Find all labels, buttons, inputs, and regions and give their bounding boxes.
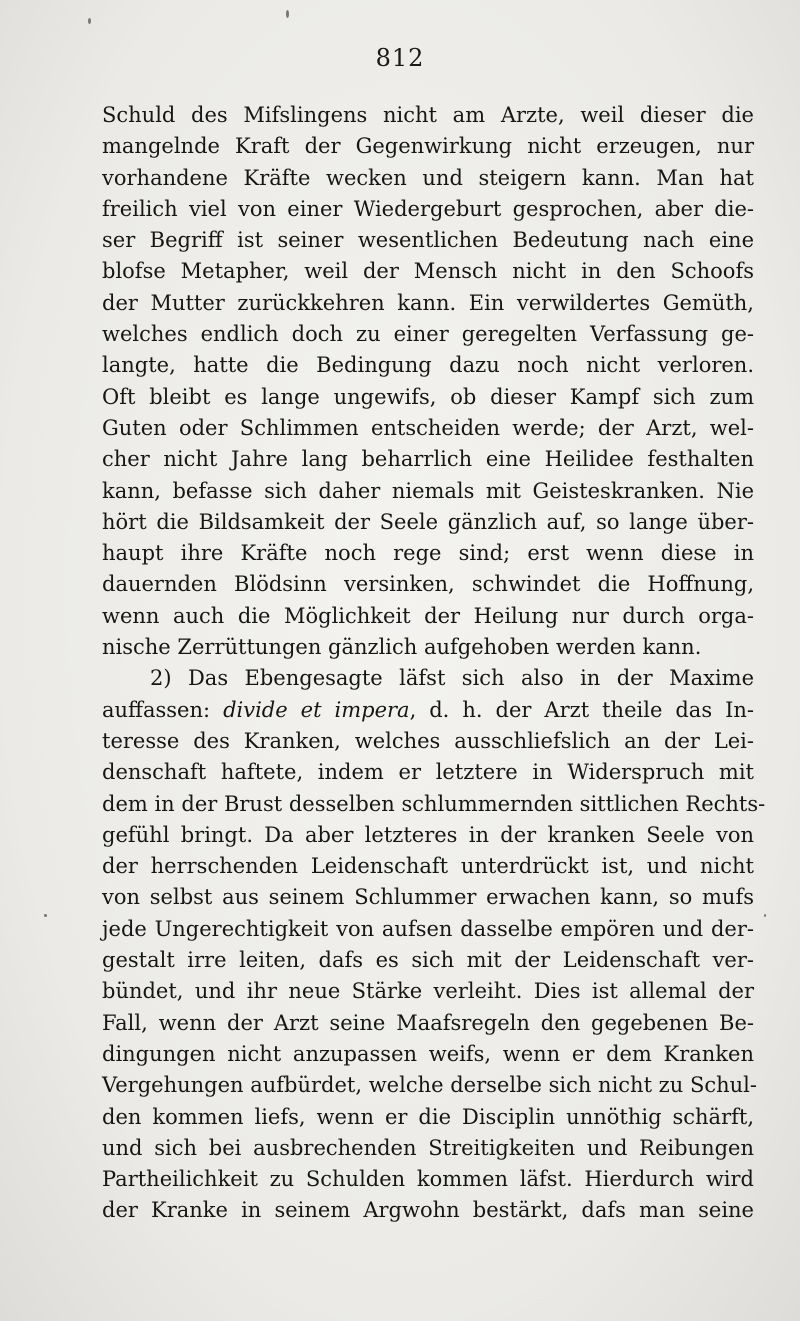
text-line: kann, befasse sich daher niemals mit Geisteskranken. Nie <box>102 478 754 503</box>
text-line: ser Begriff ist seiner wesentlichen Bedeutung nach eine <box>102 228 754 253</box>
text-line: gefühl bringt. Da aber letzteres in der kranken Seele von <box>102 822 754 847</box>
paragraph-end-line: nische Zerrüttungen gänzlich aufgehoben werden kann. <box>102 635 702 660</box>
paper-speck <box>44 914 47 917</box>
text-line: blofse Metapher, weil der Mensch nicht in den Schoofs <box>102 259 754 284</box>
text-line: denschaft haftete, indem er letztere in Widerspruch mit <box>102 760 754 785</box>
text-line: cher nicht Jahre lang beharrlich eine Heilidee festhalten <box>102 447 754 472</box>
text-line: langte, hatte die Bedingung dazu noch nicht verloren. <box>102 353 754 378</box>
text-line: von selbst aus seinem Schlummer erwachen kann, so mufs <box>102 885 754 910</box>
text-line: Vergehungen aufbürdet, welche derselbe sich nicht zu Schul- <box>102 1073 757 1098</box>
line-text-after-italic: , d. h. der Arzt theile das In- <box>409 697 754 722</box>
text-line: dem in der Brust desselben schlummernden sittlichen Rechts- <box>102 791 766 816</box>
paper-speck <box>88 18 91 24</box>
text-line: der Mutter zurückkehren kann. Ein verwildertes Gemüth, <box>102 290 754 315</box>
text-line: freilich viel von einer Wiedergeburt gesprochen, aber die- <box>102 196 754 221</box>
text-line: haupt ihre Kräfte noch rege sind; erst wenn diese in <box>102 541 754 566</box>
page-number: 812 <box>375 44 425 72</box>
section-2-first-line: 2) Das Ebengesagte läfst sich also in der Maxime <box>150 666 754 691</box>
text-line: wenn auch die Möglichkeit der Heilung nur durch orga- <box>102 603 754 628</box>
text-line: und sich bei ausbrechenden Streitigkeiten und Reibungen <box>102 1135 754 1160</box>
text-line: der Kranke in seinem Argwohn bestärkt, dafs man seine <box>102 1198 754 1223</box>
text-line: den kommen liefs, wenn er die Disciplin unnöthig schärft, <box>102 1104 754 1129</box>
text-line: Schuld des Mifslingens nicht am Arzte, weil dieser die <box>102 103 754 127</box>
paper-speck <box>286 10 289 18</box>
text-line: hört die Bildsamkeit der Seele gänzlich auf, so lange über- <box>102 509 754 534</box>
text-line: Guten oder Schlimmen entscheiden werde; der Arzt, wel- <box>102 415 754 440</box>
text-line-with-italic <box>102 695 754 726</box>
text-line: Partheilichkeit zu Schulden kommen läfst. Hierdurch wird <box>102 1167 754 1192</box>
text-line: bündet, und ihr neue Stärke verleiht. Dies ist allemal der <box>102 979 754 1004</box>
text-line: der herrschenden Leidenschaft unterdrückt ist, und nicht <box>102 854 754 879</box>
body-text <box>102 100 766 1227</box>
text-line: dingungen nicht anzupassen weifs, wenn er dem Kranken <box>102 1041 754 1066</box>
text-line: mangelnde Kraft der Gegenwirkung nicht erzeugen, nur <box>102 134 754 159</box>
line-text-before-italic: auffassen: <box>102 697 224 722</box>
italic-phrase: divide et impera <box>223 697 410 722</box>
text-line: gestalt irre leiten, dafs es sich mit der Leidenschaft ver- <box>102 948 754 973</box>
text-line: welches endlich doch zu einer geregelten Verfassung ge- <box>102 322 754 347</box>
text-line: dauernden Blödsinn versinken, schwindet die Hoffnung, <box>102 572 754 597</box>
text-line: vorhandene Kräfte wecken und steigern kann. Man hat <box>102 165 754 190</box>
paper-speck <box>764 914 766 917</box>
text-line: Fall, wenn der Arzt seine Maafsregeln den gegebenen Be- <box>102 1010 754 1035</box>
text-line: teresse des Kranken, welches ausschliefslich an der Lei- <box>102 728 754 753</box>
text-line: jede Ungerechtigkeit von aufsen dasselbe empören und der- <box>102 916 754 941</box>
text-line: Oft bleibt es lange ungewifs, ob dieser Kampf sich zum <box>102 384 754 409</box>
